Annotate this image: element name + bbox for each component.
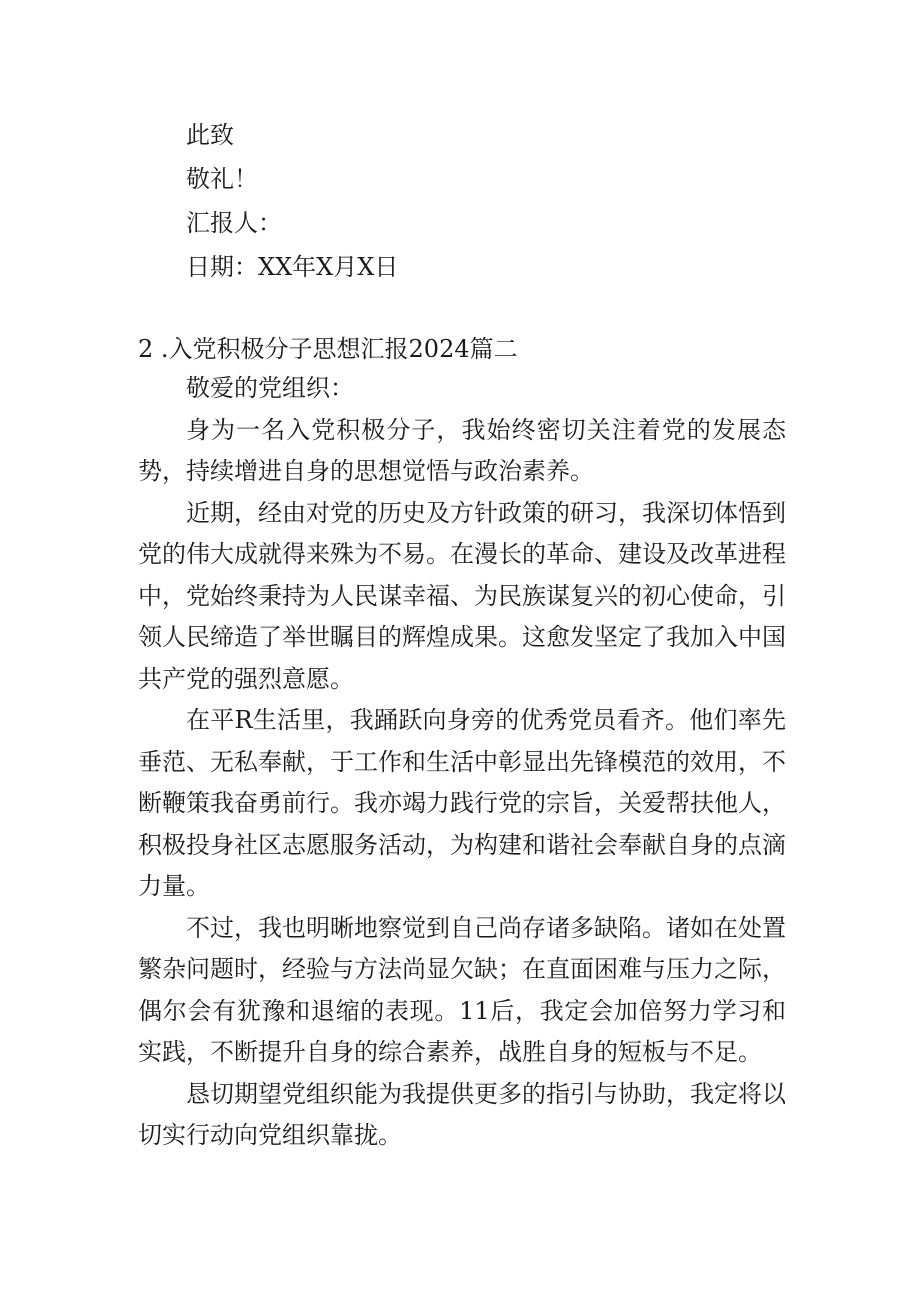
letter-closing: [186, 113, 786, 289]
closing-line: 此致: [186, 121, 234, 149]
reporter-line: 汇报人：: [186, 209, 282, 237]
letter-body: [138, 368, 786, 1157]
paragraph: 不过，我也明晰地察觉到自己尚存诸多缺陷。诸如在处置繁杂问题时，经验与方法尚显欠缺；在直面困难与压力之际，偶尔会有犹豫和退缩的表现。11后，我定会加倍努力学习和实践，不断提升自身的综合素养，战胜自身的短板与不足。: [138, 913, 786, 1066]
paragraph: 近期，经由对党的历史及方针政策的研习，我深切体悟到党的伟大成就得来殊为不易。在漫长的革命、建设及改革进程中，党始终秉持为人民谋幸福、为民族谋复兴的初心使命，引领人民缔造了举世瞩目的辉煌成果。这愈发坚定了我加入中国共产党的强烈意愿。: [138, 498, 786, 693]
salutation: 敬爱的党组织：: [186, 374, 354, 402]
closing-salute: 敬礼！: [186, 165, 258, 193]
paragraph: 身为一名入党积极分子，我始终密切关注着党的发展态势，持续增进自身的思想觉悟与政治素养。: [138, 415, 786, 485]
section-heading: 2 .入党积极分子思想汇报2024篇二: [138, 335, 518, 363]
date-line: 日期：XX年X月X日: [186, 253, 399, 281]
paragraph: 恳切期望党组织能为我提供更多的指引与协助，我定将以切实行动向党组织靠拢。: [138, 1079, 786, 1149]
paragraph: 在平R生活里，我踊跃向身旁的优秀党员看齐。他们率先垂范、无私奉献，于工作和生活中彰显出先锋模范的效用，不断鞭策我奋勇前行。我亦竭力践行党的宗旨，关爱帮扶他人，积极投身社区志愿服务活动，为构建和谐社会奉献自身的点滴力量。: [138, 706, 786, 900]
